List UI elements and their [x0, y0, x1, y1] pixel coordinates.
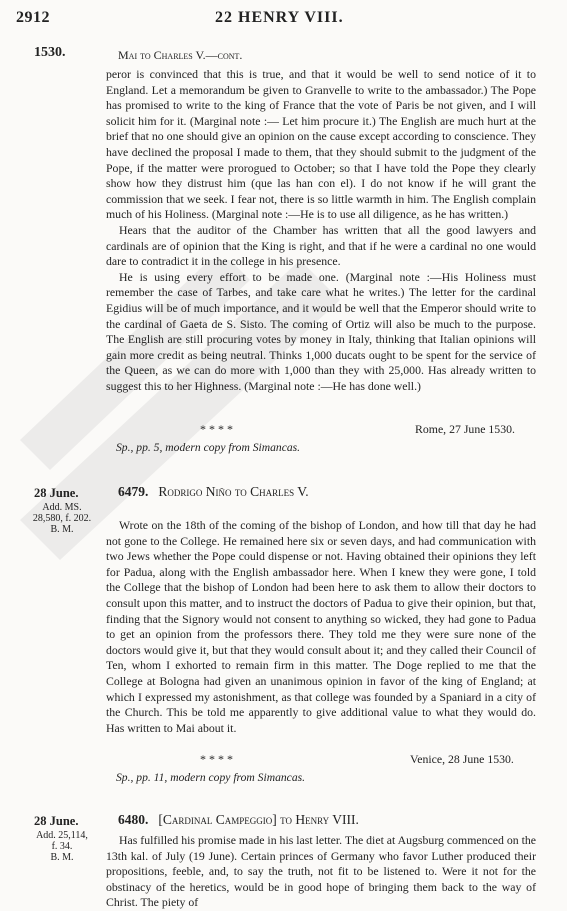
manuscript-reference: Add. MS. 28,580, f. 202. B. M.: [32, 502, 92, 535]
letter-heading: Mai to Charles V.—cont.: [118, 48, 243, 62]
entry-number: 6480.: [118, 812, 149, 827]
year-margin: 1530.: [34, 45, 66, 60]
paragraph: Hears that the auditor of the Chamber has written that all the good lawyers and cardinals are of opinion that the King is right, and that if he were a cardinal no one would dare to contradict it in the college in his presence.: [106, 222, 536, 269]
ellipsis-stars: * * * *: [200, 752, 233, 766]
source-note: Sp., pp. 5, modern copy from Simancas.: [116, 441, 301, 454]
source-note: Sp., pp. 11, modern copy from Simancas.: [116, 771, 306, 784]
paragraph: He is using every effort to be made one. (Marginal note :—His Holiness must remember the case of Tarbes, and take care what he writes.) The letter for the cardinal Egidius will be of much importance, and it would be well that the Emperor should write to the cardinal of Gaeta de S. Sisto. The coming of Ortiz will also be much to the purpose. The English are still procuring votes by money in Italy, thinking that Italian opinions will gain more credit as being neutral. Thinks 1,000 ducats ought to be spent for the service of the Queen, as we can do more with 1,000 than they with 25,000. Has already written to suggest this to her Highness. (Marginal note :—He has done well.): [106, 269, 536, 393]
entry-date: 28 June.: [34, 814, 79, 828]
paragraph: Has fulfilled his promise made in his last letter. The diet at Augsburg commenced on the 13th kal. of July (19 June). Certain princes of Germany who favor Luther produced their propositions, feeble, and, to say the truth, not fit to be listened to. Were it not for the obstinacy of the heretics, would be in good hope of bringing them back to the way of Christ. The piety of: [106, 833, 536, 910]
paragraph: Wrote on the 18th of the coming of the bishop of London, and how till that day he had not gone to the College. He remained here six or seven days, and had communication with two Jews whether the Pope could dispense or not. Having obtained their opinions they left for Padua, along with the English ambassador here. When I knew they were gone, I told the College that the bishop of London had been here to ask them to allow their doctors to consult upon this matter, and to instruct the doctors of Padua to give their opinion, but that, finding that the Signory would not consent to anything so wicked, they had gone to Padua to get an opinion from the professors there. They told me they were sure none of the doctors would give it, but that they would consult about it; and they called their Council of Ten, whom I exhorted to remain firm in this matter. The Doge replied to me that the College at Bologna had given an unanimous opinion in favor of the king of England; at which I expressed my astonishment, as that college was founded by a Spaniard in a city of the Church. This be told me apparently to give additional value to what they would do. Has written to Mai about it.: [106, 518, 536, 735]
manuscript-reference: Add. 25,114, f. 34. B. M.: [36, 830, 88, 863]
entry-title: Rodrigo Niño to Charles V.: [158, 484, 309, 499]
entry-body: [106, 518, 536, 736]
letter-body: [106, 67, 536, 394]
paragraph: peror is convinced that this is true, and that it would be well to send notice of it to England. Let a memorandum be given to Granvelle to write to the ambassador.) The Pope has promised to write to the king of France that the vote of Paris be not given, and I will solicit him for it. (Marginal note :— Let him procure it.) The English are much hurt at the brief that no one should give an opinion on the cause except according to conscience. They have declined the proposal I made to them, that they should submit to the judgment of the Pope, if the matter were prorogued to October; so that I have told the Pope they clearly show how they distrust him (que las han con el). I do not know if he will grant the commission that we seek. I fear not, there is so little warmth in him. The English complain much of his Holiness. (Marginal note :—He is to use all diligence, as he has written.): [106, 67, 536, 222]
ellipsis-stars: * * * *: [200, 422, 233, 436]
entry-number: 6479.: [118, 484, 149, 499]
entry-heading: [118, 812, 359, 828]
entry-title: [Cardinal Campeggio] to Henry VIII.: [158, 812, 359, 827]
entry-heading: [118, 484, 309, 500]
closing-place: Rome, 27 June 1530.: [415, 422, 515, 436]
entry-body: [106, 833, 536, 911]
closing-place: Venice, 28 June 1530.: [410, 752, 514, 766]
entry-date: 28 June.: [34, 486, 79, 500]
running-title: 22 HENRY VIII.: [215, 9, 344, 26]
page-number: 2912: [16, 9, 50, 26]
